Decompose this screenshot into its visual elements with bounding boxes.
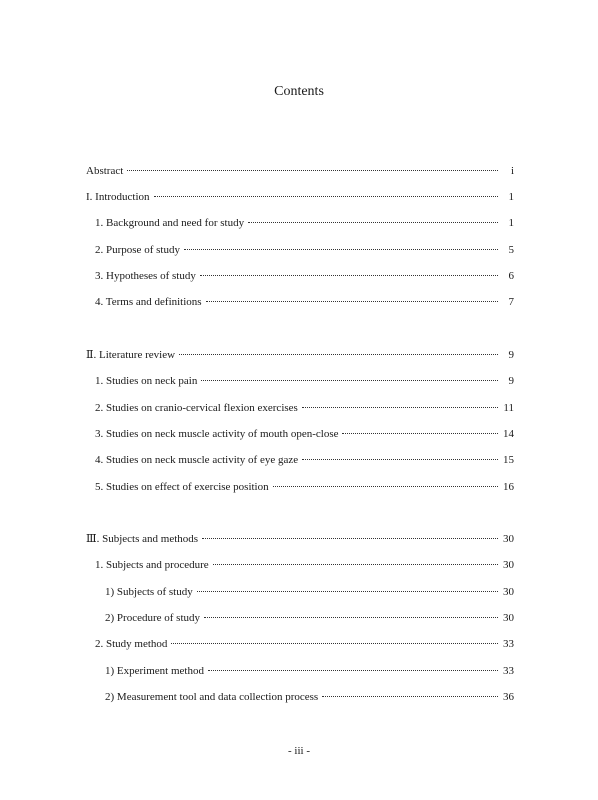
toc-entry-page: 30 [503,586,514,598]
dot-leader [202,538,498,539]
toc-entry[interactable] [86,532,514,546]
page-title: Contents [274,84,324,99]
toc-entry-page: 33 [503,638,514,650]
toc-entry-label: 1) Experiment method [105,665,204,677]
toc-entry[interactable] [95,401,514,415]
toc-entry-label: 1. Subjects and procedure [95,559,209,571]
dot-leader [200,275,498,276]
toc-entry-page: 16 [503,481,514,493]
dot-leader [322,696,498,697]
toc-entry[interactable] [95,453,514,467]
dot-leader [154,196,498,197]
dot-leader [273,486,498,487]
dot-leader [197,591,498,592]
dot-leader [179,354,498,355]
toc-entry-label: 1) Subjects of study [105,586,193,598]
dot-leader [208,670,498,671]
toc-entry-label: Ⅲ. Subjects and methods [86,533,199,545]
toc-entry-page: 30 [503,612,514,624]
toc-entry-label: 5. Studies on effect of exercise position [95,481,269,493]
toc-entry[interactable] [95,558,514,572]
toc-entry-label: 4. Terms and definitions [95,296,202,308]
dot-leader [204,617,498,618]
toc-entry[interactable] [105,611,514,625]
toc-entry[interactable] [95,269,514,283]
toc-entry-label: 1. Background and need for study [95,217,245,229]
toc-entry-page: i [510,165,514,177]
toc-entry-label: 3. Hypotheses of study [95,270,196,282]
toc-entry-label: I. Introduction [86,191,150,203]
toc-entry[interactable] [86,190,514,204]
dot-leader [302,459,498,460]
toc-entry-label: 2. Studies on cranio-cervical flexion exercises [95,402,298,414]
dot-leader [248,222,498,223]
dot-leader [184,249,498,250]
toc-entry-page: 9 [508,375,514,387]
toc-entry[interactable] [95,637,514,651]
toc-entry-page: 15 [503,454,514,466]
toc-entry-label: 2. Study method [95,638,168,650]
dot-leader [206,301,498,302]
toc-entry-page: 6 [508,270,514,282]
toc-entry-page: 7 [508,296,514,308]
dot-leader [171,643,498,644]
dot-leader [127,170,498,171]
toc-entry[interactable] [95,480,514,494]
toc-entry[interactable] [105,585,514,599]
toc-entry-label: 2) Measurement tool and data collection process [105,691,319,703]
toc-entry[interactable] [95,427,514,441]
toc-entry[interactable] [105,664,514,678]
dot-leader [213,564,498,565]
dot-leader [302,407,498,408]
toc-entry-label: Abstract [86,165,124,177]
dot-leader [201,380,498,381]
toc-entry-label: Ⅱ. Literature review [86,349,176,361]
toc-entry-page: 5 [508,244,514,256]
toc-entry-page: 1 [508,217,514,229]
toc-entry-label: 1. Studies on neck pain [95,375,198,387]
toc-entry-page: 11 [503,402,514,414]
page-number-footer: - iii - [288,745,310,757]
toc-entry[interactable] [95,216,514,230]
toc-entry-page: 14 [503,428,514,440]
toc-entry[interactable] [86,348,514,362]
toc-entry[interactable] [95,374,514,388]
toc-entry[interactable] [95,243,514,257]
toc-entry-label: 2. Purpose of study [95,244,180,256]
toc-entry[interactable] [95,295,514,309]
toc-entry-label: 2) Procedure of study [105,612,201,624]
toc-entry-page: 30 [503,559,514,571]
toc-entry-page: 33 [503,665,514,677]
toc-entry-label: 4. Studies on neck muscle activity of eye gaze [95,454,299,466]
toc-entry-label: 3. Studies on neck muscle activity of mouth open-close [95,428,339,440]
toc-entry-page: 30 [503,533,514,545]
dot-leader [342,433,498,434]
toc-entry[interactable] [86,164,514,178]
toc-entry-page: 1 [508,191,514,203]
toc-entry-page: 9 [508,349,514,361]
toc-entry[interactable] [105,690,514,704]
toc-entry-page: 36 [503,691,514,703]
